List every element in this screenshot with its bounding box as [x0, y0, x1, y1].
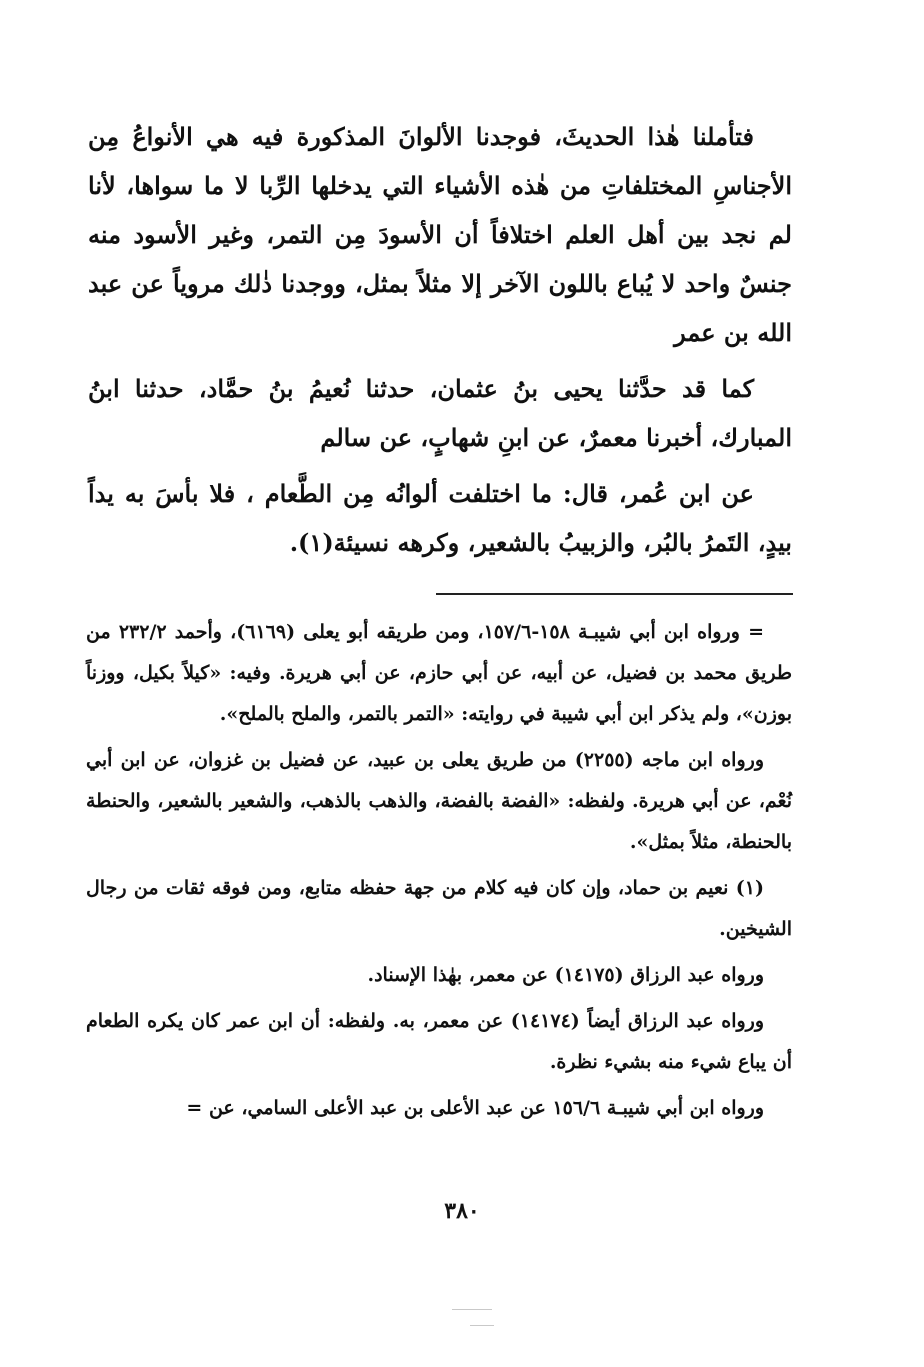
main-paragraph: فتأملنا هٰذا الحديثَ، فوجدنا الألوانَ المذكورة فيه هي الأنواعُ مِن الأجناسِ المختلفاتِ من هٰذه الأشياء التي يدخلها الرِّبا لا ما سواها، لأنا لم نجد بين أهل العلم اختلافاً أن الأسودَ مِن التمر، وغير الأسود منه جنسٌ واحد لا يُباع باللون الآخر إلا مثلاً بمثل، ووجدنا ذٰلك مروياً عن عبد الله بن عمر — [88, 122, 792, 347]
main-paragraph: عن ابن عُمر، قال: ما اختلفت ألوانُه مِن الطَّعام ، فلا بأسَ به يداً بيدٍ، التَمرُ بالبُر، والزبيبُ بالشعير، وكرهه نسيئة(١). — [88, 479, 792, 557]
footnote-paragraph: = ورواه ابن أبي شيبـة ١٥٨-١٥٧/٦، ومن طريقه أبو يعلى (٦١٦٩)، وأحمد ٢٣٢/٢ من طريق محمد بن فضيل، عن أبيه، عن أبي حازم، عن أبي هريرة. وفيه: «كيلاً بكيل، ووزناً بوزن»، ولم يذكر ابن أبي شيبة في روايته: «التمر بالتمر، والملح بالملح». — [86, 621, 792, 725]
footnote-paragraph: (١) نعيم بن حماد، وإن كان فيه كلام من جهة حفظه متابع، ومن فوقه ثقات من رجال الشيخين. — [86, 877, 792, 940]
page-number: ٣٨٠ — [444, 1198, 480, 1224]
footnote-paragraph: ورواه ابن أبي شيبـة ١٥٦/٦ عن عبد الأعلى بن عبد الأعلى السامي، عن = — [186, 1097, 764, 1119]
footnote-paragraph: ورواه ابن ماجه (٢٢٥٥) من طريق يعلى بن عبيد، عن فضيل بن غزوان، عن ابن أبي نُعْم، عن أبي هريرة. ولفظه: «الفضة بالفضة، والذهب بالذهب، والشعير بالشعير، والحنطة بالحنطة، مثلاً بمثل». — [86, 749, 792, 853]
scan-speck — [452, 1309, 492, 1310]
footnote-paragraph: ورواه عبد الرزاق (١٤١٧٥) عن معمر، بهٰذا الإسناد. — [367, 964, 764, 986]
footnote-divider — [436, 593, 793, 595]
footnote-paragraph: ورواه عبد الرزاق أيضاً (١٤١٧٤) عن معمر، به. ولفظه: أن ابن عمر كان يكره الطعام أن يباع شيء منه بشيء نظرة. — [86, 1010, 792, 1073]
scan-speck — [470, 1325, 494, 1326]
footnotes-section — [86, 612, 792, 1134]
main-paragraph: كما قد حدَّثنا يحيى بنُ عثمان، حدثنا نُعيمُ بنُ حمَّاد، حدثنا ابنُ المبارك، أخبرنا معمرٌ، عن ابنِ شهابٍ، عن سالم — [88, 374, 792, 452]
main-text-body — [88, 112, 792, 574]
